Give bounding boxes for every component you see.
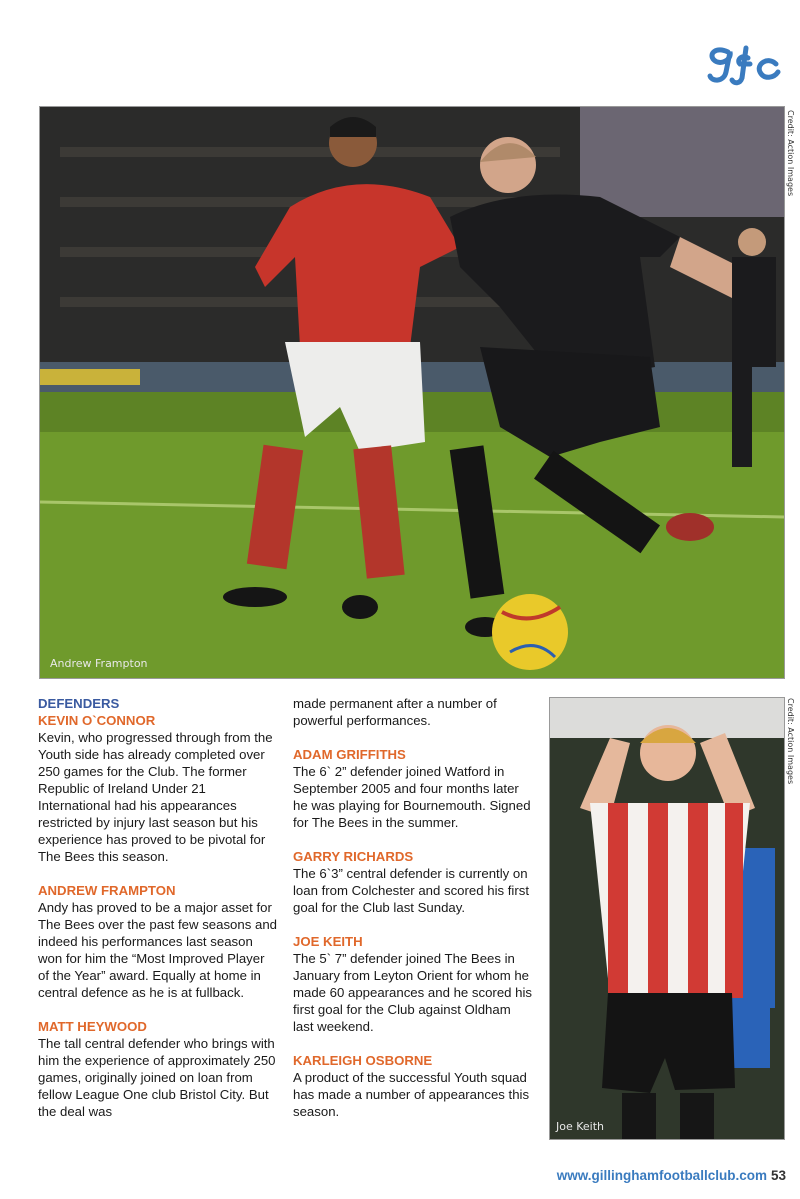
player-bio: The 6` 2” defender joined Watford in September 2005 and four months later he was playing for Bournemouth. Signed for The Bees in the summer. <box>293 764 531 830</box>
player-name: KEVIN O`CONNOR <box>38 713 156 728</box>
player-entry <box>293 933 533 1035</box>
page-footer <box>544 1168 786 1183</box>
player-name: MATT HEYWOOD <box>38 1019 147 1034</box>
website-link[interactable]: www.gillinghamfootballclub.com <box>556 1168 767 1183</box>
player-name: ANDREW FRAMPTON <box>38 883 176 898</box>
page-number: 53 <box>770 1168 786 1183</box>
photo-credit-top: Credit: Action Images <box>786 110 795 197</box>
main-photo <box>39 106 785 679</box>
player-entry <box>38 712 278 865</box>
player-entry <box>38 882 278 1001</box>
text-column-middle <box>293 695 533 1137</box>
side-photo <box>549 697 785 1140</box>
section-title: DEFENDERS <box>38 696 120 711</box>
gfc-logo-icon <box>706 38 782 90</box>
player-entry <box>293 746 533 831</box>
player-name: KARLEIGH OSBORNE <box>293 1053 433 1068</box>
main-photo-caption: Andrew Frampton <box>50 657 148 670</box>
player-bio: Kevin, who progressed through from the Youth side has already completed over 250 games for the Club. The former Republic of Ireland Under 21 International had his appearances restricted by injury last season but his experience has proved to be pivotal for The Bees this season. <box>38 730 273 864</box>
player-entry <box>293 1052 533 1120</box>
club-logo <box>706 38 782 90</box>
photo-credit-side: Credit: Action Images <box>786 698 795 785</box>
player-entry <box>293 848 533 916</box>
player-bio: Andy has proved to be a major asset for The Bees over the past few seasons and indeed his performances last season won for him the “Most Improved Player of the Year” award. Equally at home in central defence as he is at fullback. <box>38 900 277 1000</box>
player-entry <box>38 1018 278 1120</box>
player-name: GARRY RICHARDS <box>293 849 414 864</box>
player-bio: The 6`3” central defender is currently on loan from Colchester and scored his first goal for the Club last Sunday. <box>293 866 530 915</box>
football-match-illustration <box>40 107 784 678</box>
player-entry-continued <box>293 695 533 729</box>
text-column-left <box>38 695 278 1137</box>
player-bio: The tall central defender who brings with him the experience of approximately 250 games, originally joined on loan from fellow League One club Bristol City. But the deal was <box>38 1036 276 1119</box>
player-bio: A product of the successful Youth squad has made a number of appearances this season. <box>293 1070 530 1119</box>
player-bio: The 5` 7” defender joined The Bees in January from Leyton Orient for whom he made 60 appearances and he scored his first goal for the Club against Oldham last weekend. <box>293 951 533 1034</box>
player-name: JOE KEITH <box>293 934 363 949</box>
player-celebration-illustration <box>550 698 784 1139</box>
player-bio-continued: made permanent after a number of powerful performances. <box>293 696 497 728</box>
player-name: ADAM GRIFFITHS <box>293 747 406 762</box>
side-photo-caption: Joe Keith <box>556 1120 605 1133</box>
